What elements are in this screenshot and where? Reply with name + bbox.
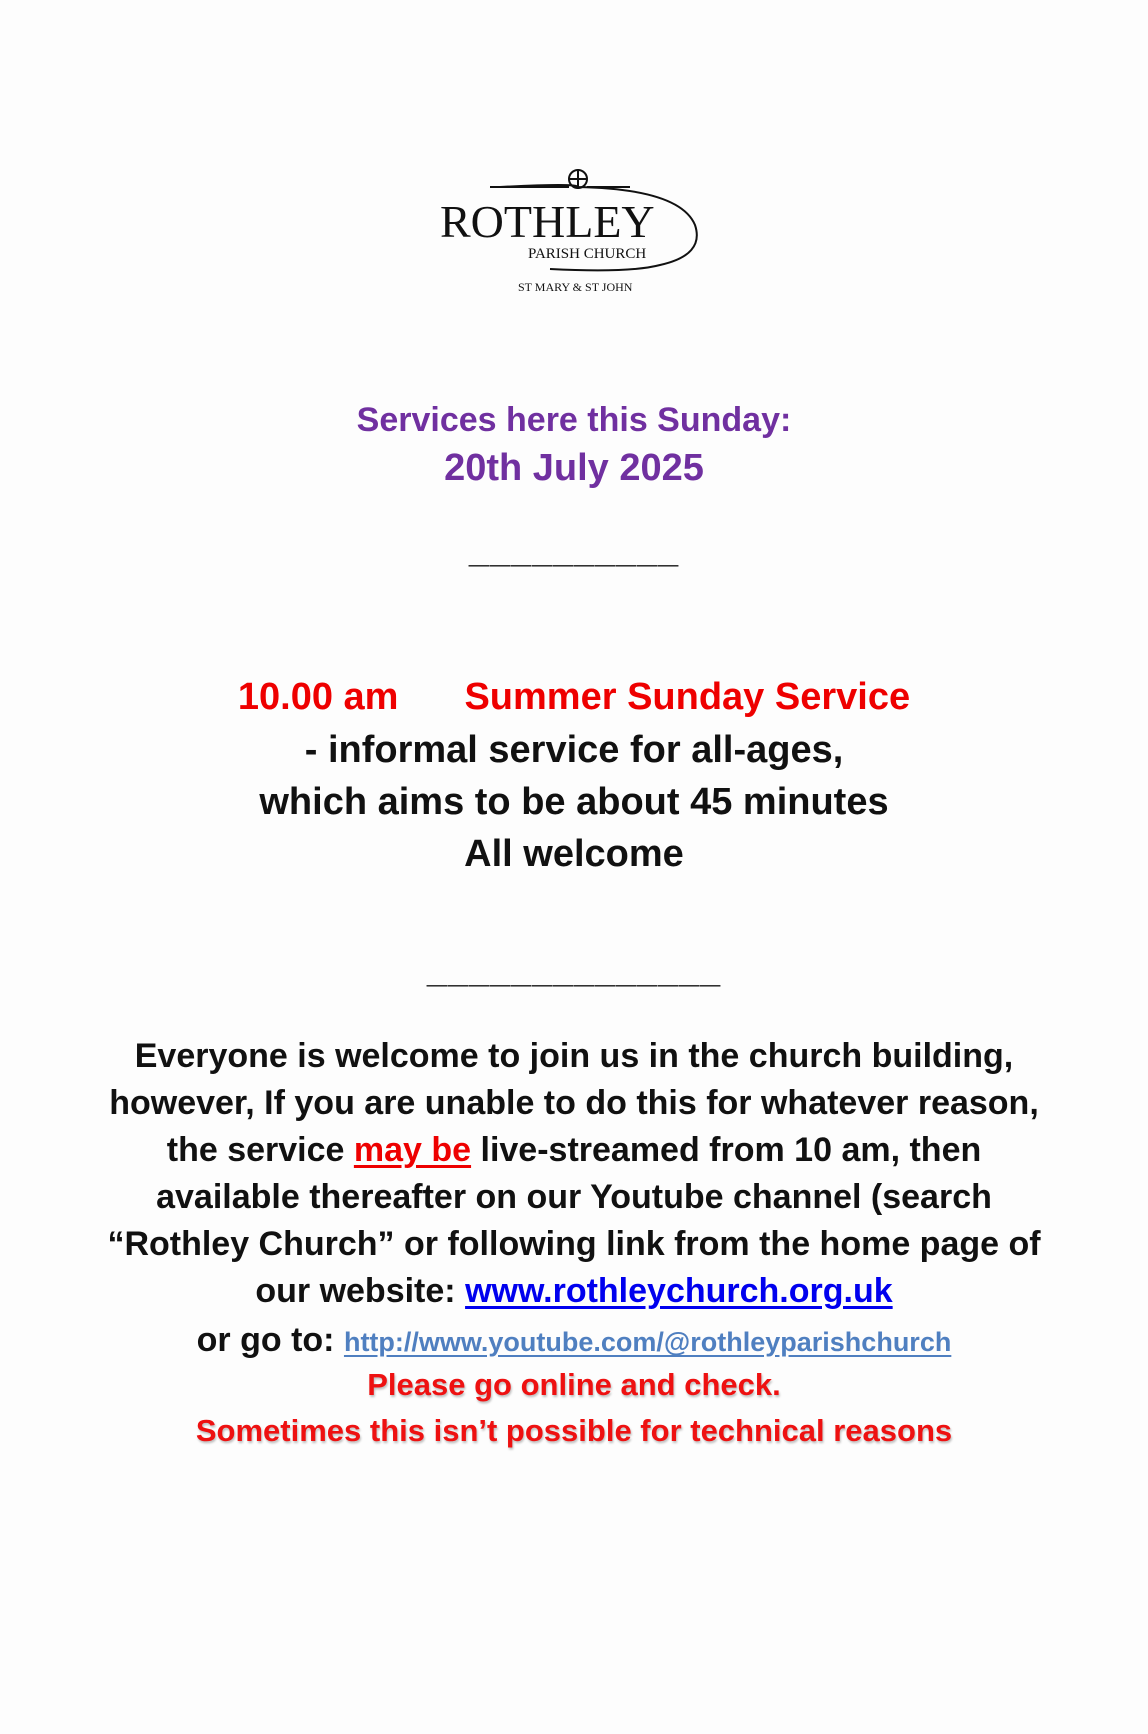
info-line-6	[0, 1268, 1148, 1315]
logo-tagline: ST MARY & ST JOHN	[518, 280, 633, 294]
services-heading: Services here this Sunday:	[356, 401, 792, 439]
check-note: Please go online and check.	[367, 1367, 781, 1402]
technical-note: Sometimes this isn’t possible for technical reasons	[195, 1413, 953, 1448]
info-line-7	[0, 1317, 1148, 1366]
service-description-3: All welcome	[464, 833, 684, 875]
logo-wordmark: ROTHLEY	[440, 196, 655, 247]
info-line-3-before: the service	[166, 1131, 354, 1169]
info-line-3-after: live-streamed from 10 am, then	[471, 1131, 982, 1169]
info-line-1: Everyone is welcome to join us in the church building,	[134, 1037, 1014, 1075]
info-line-4: available thereafter on our Youtube channel (search	[156, 1178, 992, 1216]
church-logo-graphic	[430, 165, 730, 325]
service-description-1: - informal service for all-ages,	[304, 729, 844, 771]
info-line-5: “Rothley Church” or following link from the home page of	[107, 1225, 1041, 1263]
info-line-6-before: our website:	[255, 1272, 466, 1310]
service-line	[0, 672, 1148, 722]
youtube-link[interactable]: http://www.youtube.com/@rothleyparishchurch	[343, 1327, 952, 1357]
info-line-3	[0, 1127, 1148, 1174]
service-time: 10.00 am	[237, 676, 399, 718]
info-line-7-before: or go to:	[196, 1321, 344, 1359]
logo-subtitle: PARISH CHURCH	[528, 246, 647, 262]
service-date: 20th July 2025	[444, 447, 704, 489]
divider: __________	[468, 529, 680, 570]
may-be-emphasis: may be	[353, 1131, 472, 1169]
church-logo	[430, 165, 730, 325]
divider-2: ______________	[426, 949, 722, 990]
website-link[interactable]: www.rothleychurch.org.uk	[465, 1272, 893, 1310]
service-name: Summer Sunday Service	[464, 676, 911, 718]
service-description-2: which aims to be about 45 minutes	[259, 781, 889, 823]
info-line-2: however, If you are unable to do this for whatever reason,	[109, 1084, 1039, 1122]
